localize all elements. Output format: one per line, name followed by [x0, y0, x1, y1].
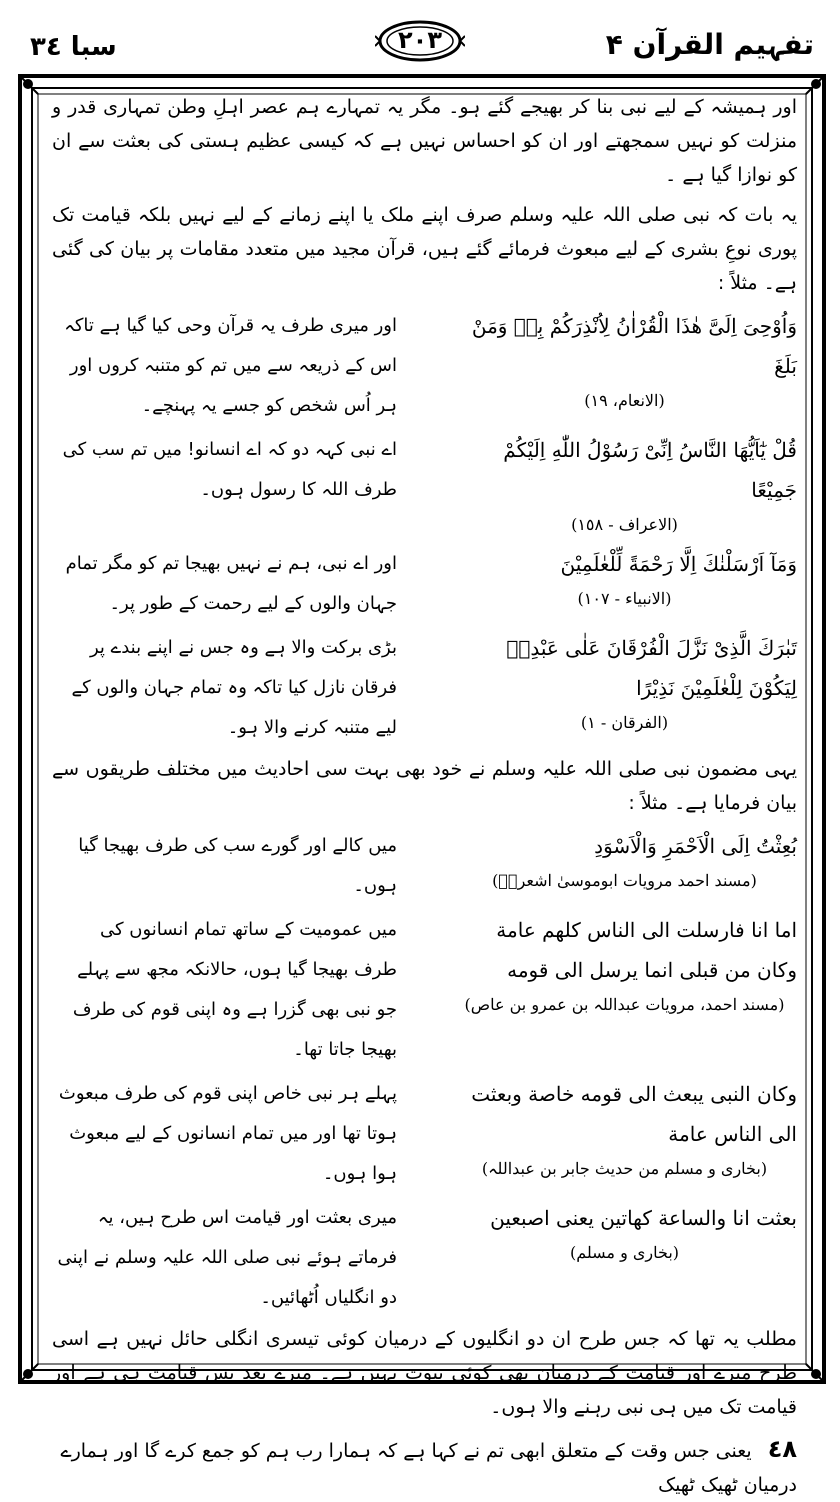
quote-row: [52, 306, 797, 426]
arabic-verse: قُلْ يٰٓاَيُّهَا النَّاسُ اِنِّىْ رَسُوْلُ اللّٰهِ اِلَيْكُمْ جَمِيْعًا (الاعراف - ١٥٨): [452, 430, 797, 540]
verse-reference: (الانعام، ١٩): [584, 391, 665, 410]
urdu-translation: بڑی برکت والا ہے وہ جس نے اپنے بندے پر فرقان نازل کیا تاکہ وہ تمام جہان والوں کے لیے متنبہ کرنے والا ہو۔: [71, 637, 397, 738]
quote-row: [52, 628, 797, 748]
quote-row: [52, 910, 797, 1070]
page-number-medallion: [375, 18, 465, 64]
footnote: [52, 1432, 797, 1502]
hadith-reference: (بخاری و مسلم من حدیث جابر بن عبداللہ): [481, 1159, 768, 1178]
urdu-translation: اور اے نبی، ہم نے نہیں بھیجا تم کو مگر تمام جہان والوں کے لیے رحمت کے طور پر۔: [65, 553, 397, 614]
arabic-hadith: بعثت انا والساعة کھاتین یعنی اصبعین (بخاری و مسلم): [452, 1198, 797, 1268]
arabic-hadith: اما انا فارسلت الی الناس کلھم عامة وکان من قبلی انما یرسل الی قومه (مسند احمد، مرویات عبداللہ بن عمرو بن عاص): [452, 910, 797, 1020]
page-header: [0, 0, 840, 72]
surah-name: سبا ٣٤: [30, 32, 117, 62]
footnote-text: یعنی جس وقت کے متعلق ابھی تم نے کہا ہے کہ ہمارا رب ہم کو جمع کرے گا اور ہمارے درمیان ٹھیک ٹھیک: [60, 1440, 797, 1496]
quote-row: [52, 1198, 797, 1318]
page-body: [52, 90, 797, 1502]
arabic-hadith: وکان النبی یبعث الی قومه خاصة وبعثت الی الناس عامة (بخاری و مسلم من حدیث جابر بن عبداللہ): [452, 1074, 797, 1184]
arabic-verse: وَمَآ اَرْسَلْنٰكَ اِلَّا رَحْمَةً لِّلْعٰلَمِيْنَ (الانبیاء - ١٠٧): [452, 544, 797, 614]
quote-row: [52, 826, 797, 906]
hadith-reference: (بخاری و مسلم): [569, 1243, 680, 1262]
quote-row: [52, 544, 797, 624]
arabic-verse: تَبٰرَكَ الَّذِىْ نَزَّلَ الْفُرْقَانَ عَلٰى عَبْدِهٖ لِيَكُوْنَ لِلْعٰلَمِيْنَ نَذِيْرًا (الفرقان - ١): [452, 628, 797, 738]
paragraph: اور ہمیشہ کے لیے نبی بنا کر بھیجے گئے ہو۔ مگر یہ تمہارے ہم عصر اہلِ وطن تمہاری قدر و منزلت کو نہیں سمجھتے اور ان کو احساس نہیں ہے کہ کیسی عظیم ہستی کی بعثت سے ان کو نوازا گیا ہے ۔: [52, 96, 797, 186]
urdu-translation: میری بعثت اور قیامت اس طرح ہیں، یہ فرماتے ہوئے نبی صلی اللہ علیہ وسلم نے اپنی دو انگلیاں اُٹھائیں۔: [57, 1207, 397, 1308]
urdu-translation: میں عمومیت کے ساتھ تمام انسانوں کی طرف بھیجا گیا ہوں، حالانکہ مجھ سے پہلے جو نبی بھی گزرا ہے وہ اپنی قوم کی طرف بھیجا جاتا تھا۔: [72, 919, 397, 1060]
verse-reference: (الانبیاء - ١٠٧): [577, 589, 672, 608]
urdu-translation: اے نبی کہہ دو کہ اے انسانو! میں تم سب کی طرف اللہ کا رسول ہوں۔: [62, 439, 397, 500]
hadith-intro: یہی مضمون نبی صلی اللہ علیہ وسلم نے خود بھی بہت سی احادیث میں مختلف طریقوں سے بیان فرمایا ہے۔ مثلاً :: [52, 758, 797, 814]
verse-reference: (الفرقان - ١): [580, 713, 669, 732]
closing-paragraph: مطلب یہ تھا کہ جس طرح ان دو انگلیوں کے درمیان کوئی تیسری انگلی حائل نہیں ہے اسی طرح میرے اور قیامت کے درمیان بھی کوئی نبوت نہیں ہے۔ میرے بعد بس قیامت ہی ہے اور قیامت تک میں ہی نبی رہنے والا ہوں۔: [52, 1328, 797, 1418]
arabic-hadith: بُعِثْتُ اِلَى الْاَحْمَرِ وَالْاَسْوَدِ (مسند احمد مرویات ابوموسیٰ اشعریؓ): [452, 826, 797, 896]
quote-row: [52, 430, 797, 540]
urdu-translation: میں کالے اور گورے سب کی طرف بھیجا گیا ہوں۔: [78, 835, 397, 896]
paragraph: یہ بات کہ نبی صلی اللہ علیہ وسلم صرف اپنے ملک یا اپنے زمانے کے لیے نہیں بلکہ قیامت تک پوری نوعِ بشری کے لیے مبعوث فرمائے گئے ہیں، قرآن مجید میں متعدد مقامات پر بیان کی گئی ہے۔ مثلاً :: [52, 204, 797, 294]
hadith-reference: (مسند احمد، مرویات عبداللہ بن عمرو بن عاص): [464, 995, 785, 1014]
arabic-verse: وَاُوْحِیَ اِلَیَّ هٰذَا الْقُرْاٰنُ لِاُنْذِرَكُمْ بِهٖ وَمَنْ بَلَغَ (الانعام، ١٩): [452, 306, 797, 416]
book-title: تفہیم القرآن ۴: [605, 28, 814, 61]
urdu-translation: پہلے ہر نبی خاص اپنی قوم کی طرف مبعوث ہوتا تھا اور میں تمام انسانوں کے لیے مبعوث ہوا ہوں۔: [58, 1083, 397, 1184]
verse-reference: (الاعراف - ١٥٨): [571, 515, 678, 534]
footnote-number: ٤٨: [767, 1435, 797, 1463]
quote-row: [52, 1074, 797, 1194]
hadith-reference: (مسند احمد مرویات ابوموسیٰ اشعریؓ): [492, 871, 757, 890]
page-number: ٢٠٣: [398, 26, 442, 54]
urdu-translation: اور میری طرف یہ قرآن وحی کیا گیا ہے تاکہ اس کے ذریعہ سے میں تم کو متنبہ کروں اور ہر اُس شخص کو جسے یہ پہنچے۔: [64, 315, 397, 416]
